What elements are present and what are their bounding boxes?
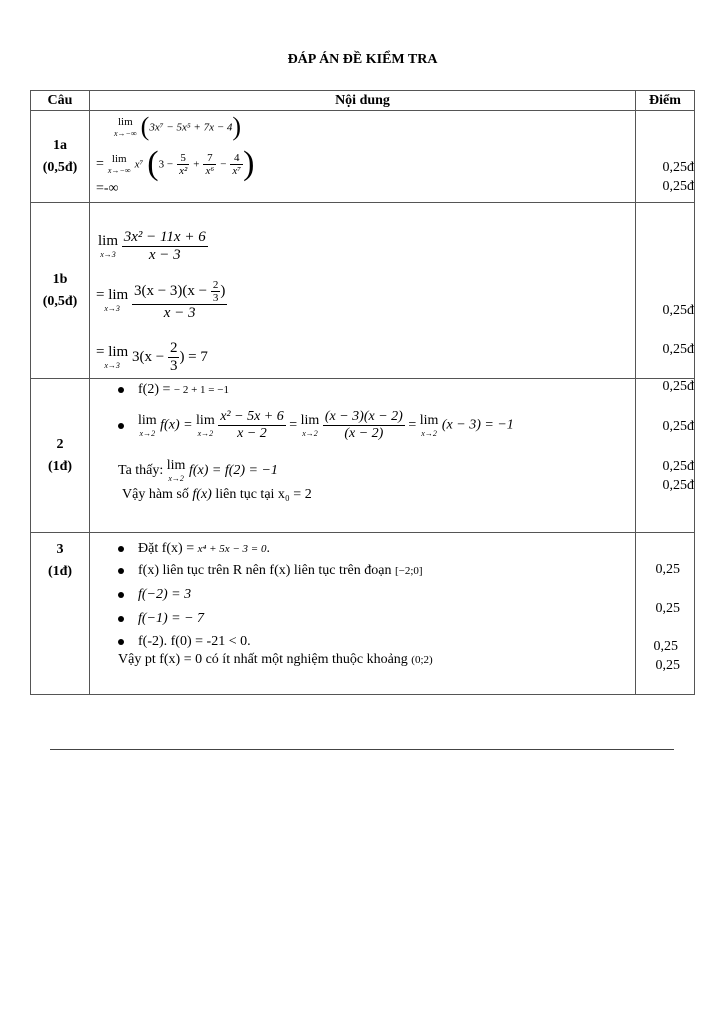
expression: f(x)	[192, 487, 212, 502]
expression: f(−1) = − 7	[138, 611, 205, 626]
formula-line: = lim x→−∞ x⁷ (3 − $\frac{5}{\text{x²}}$ + $\frac{7}{\text{x⁶}}$ − $\frac{4}{\text{x⁷}}$ )	[96, 145, 255, 182]
formula-line: lim x→−∞ (3x⁷ − 5x⁵ + 7x − 4)	[114, 112, 242, 141]
lim-word: lim	[300, 412, 320, 428]
expression-part: ) = 7	[179, 348, 208, 365]
lim-word: lim	[196, 412, 215, 428]
content-cell	[90, 111, 636, 203]
bullet-line	[118, 587, 191, 603]
operator: +	[193, 158, 200, 171]
header-cau: Câu	[31, 91, 90, 111]
lim-word: = lim	[96, 344, 129, 360]
lim-word: lim	[419, 412, 439, 428]
operator: =	[289, 417, 298, 433]
lim-word: lim	[138, 412, 157, 428]
fraction-numerator: 5	[180, 151, 186, 164]
text-part: f(x) liên tục trên R nên f(x) liên tục trên đoạn	[138, 563, 392, 578]
fraction-numerator: 2	[212, 279, 219, 291]
header-diem: Điểm	[636, 91, 695, 111]
bullet-line	[118, 541, 270, 557]
score-value: 0,25đ	[662, 160, 694, 175]
score-value: 0,25	[655, 658, 680, 673]
fraction-denominator: x⁷	[232, 164, 242, 177]
table-row	[31, 379, 695, 533]
question-points: (0,5đ)	[42, 159, 78, 175]
formula-line	[98, 229, 208, 264]
bullet-line	[118, 634, 251, 650]
text-part: f(-2). f(0) = -21 < 0.	[138, 634, 251, 649]
bullet-icon	[118, 639, 124, 645]
bullet-icon	[118, 546, 124, 552]
lim-subscript: x→3	[104, 361, 120, 370]
bullet-line	[118, 611, 204, 627]
score-value: 0,25đ	[662, 478, 694, 493]
fraction-denominator: x²	[179, 164, 188, 177]
result-line: =-∞	[96, 181, 119, 196]
table-row	[31, 111, 695, 203]
text-part: Vậy hàm số	[122, 487, 189, 502]
fraction-denominator: (x − 2)	[323, 425, 405, 442]
horizontal-rule	[50, 749, 674, 750]
bullet-line	[118, 382, 229, 398]
question-points: (0,5đ)	[42, 293, 78, 309]
header-noidung: Nội dung	[90, 91, 636, 111]
score-value: 0,25	[655, 562, 680, 577]
fraction-denominator: 3	[212, 292, 219, 304]
question-points: (1đ)	[47, 458, 73, 474]
numerator-part: )	[220, 282, 226, 299]
lim-word: lim	[111, 152, 127, 165]
question-cell	[31, 533, 90, 695]
expression: (0;2)	[411, 654, 433, 666]
text-part: f(2) =	[138, 382, 171, 397]
equals-sign: =	[96, 156, 104, 172]
fraction-numerator: 4	[234, 151, 240, 164]
score-value: 0,25đ	[662, 379, 694, 394]
table-header-row	[31, 91, 695, 111]
bullet-line	[118, 563, 423, 579]
operator: −	[220, 158, 227, 171]
text-part: liên tục tại x₀ = 2	[215, 487, 312, 502]
question-points: (1đ)	[47, 564, 73, 579]
bullet-icon	[118, 423, 124, 429]
expression: (x − 3) = −1	[441, 417, 514, 433]
score-value: 0,25đ	[662, 419, 694, 434]
fraction-denominator: x⁶	[205, 164, 215, 177]
question-label: 2	[56, 436, 64, 452]
lim-subscript: x→2	[421, 428, 437, 438]
formula-line	[96, 279, 227, 322]
score-value: 0,25đ	[662, 342, 694, 357]
content-cell	[90, 533, 636, 695]
score-value: 0,25đ	[662, 179, 694, 194]
lim-subscript: x→−∞	[114, 128, 137, 138]
score-cell	[636, 111, 695, 203]
constant-term: 3 −	[158, 158, 174, 171]
table-row	[31, 203, 695, 379]
bullet-icon	[118, 592, 124, 598]
operator: =	[408, 417, 417, 433]
answer-table	[30, 90, 695, 695]
fraction-numerator: 2	[169, 340, 178, 356]
content-cell	[90, 379, 636, 533]
numerator-part: 3(x − 3)(x −	[133, 282, 208, 299]
question-label: 1b	[52, 271, 68, 287]
lim-subscript: x→3	[100, 250, 116, 259]
bullet-icon	[118, 616, 124, 622]
fraction-denominator: x − 3	[132, 304, 227, 322]
bullet-icon	[118, 387, 124, 393]
fraction-denominator: x − 3	[122, 246, 208, 264]
score-cell	[636, 379, 695, 533]
text-line	[122, 487, 312, 503]
text-part: Ta thấy:	[118, 463, 164, 479]
bullet-icon	[118, 568, 124, 574]
page-title: ĐÁP ÁN ĐỀ KIỂM TRA	[287, 52, 438, 67]
question-cell	[31, 379, 90, 533]
question-cell	[31, 111, 90, 203]
fraction-denominator: x − 2	[218, 425, 286, 442]
expression: x⁴ + 5x − 3 = 0	[197, 543, 267, 555]
text-part: Đặt f(x) =	[138, 541, 195, 556]
score-value: 0,25	[653, 639, 678, 654]
text-part: .	[266, 541, 270, 556]
score-value: 0,25đ	[662, 303, 694, 318]
score-value: 0,25	[655, 601, 680, 616]
lim-word: lim	[166, 458, 186, 473]
question-label: 1a	[53, 137, 67, 153]
lim-subscript: x→2	[302, 428, 318, 438]
expression: f(−2) = 3	[138, 587, 192, 602]
power-term: x⁷	[134, 158, 144, 171]
question-label: 3	[56, 542, 64, 557]
score-cell	[636, 203, 695, 379]
score-value: 0,25đ	[662, 459, 694, 474]
lim-subscript: x→−∞	[107, 165, 131, 175]
formula-line	[96, 340, 208, 375]
lim-subscript: x→2	[168, 474, 184, 483]
question-cell	[31, 203, 90, 379]
expression: f(x) =	[160, 417, 193, 433]
expression: 3x⁷ − 5x⁵ + 7x − 4	[149, 121, 233, 134]
lim-word: lim	[98, 233, 119, 249]
expression-part: 3(x −	[131, 348, 165, 365]
lim-subscript: x→2	[139, 428, 156, 438]
table-row	[31, 533, 695, 695]
expression: − 2 + 1 = −1	[173, 384, 229, 396]
lim-subscript: x→3	[104, 304, 120, 313]
lim-word: lim	[117, 115, 133, 128]
text-line	[118, 652, 433, 668]
text-part: Vậy pt f(x) = 0 có ít nhất một nghiệm thuộc khoảng	[118, 652, 408, 667]
fraction-denominator: 3	[169, 358, 178, 374]
fraction-numerator: (x − 3)(x − 2)	[324, 409, 403, 424]
bullet-line	[118, 409, 514, 442]
text-line	[118, 459, 278, 483]
fraction-numerator: 7	[207, 151, 213, 164]
expression: [−2;0]	[394, 565, 423, 577]
expression: f(x) = f(2) = −1	[188, 463, 278, 479]
lim-word: = lim	[96, 287, 129, 303]
fraction-numerator: x² − 5x + 6	[220, 409, 284, 424]
score-cell	[636, 533, 695, 695]
fraction-numerator: 3x² − 11x + 6	[123, 229, 206, 245]
lim-subscript: x→2	[197, 428, 214, 438]
content-cell	[90, 203, 636, 379]
